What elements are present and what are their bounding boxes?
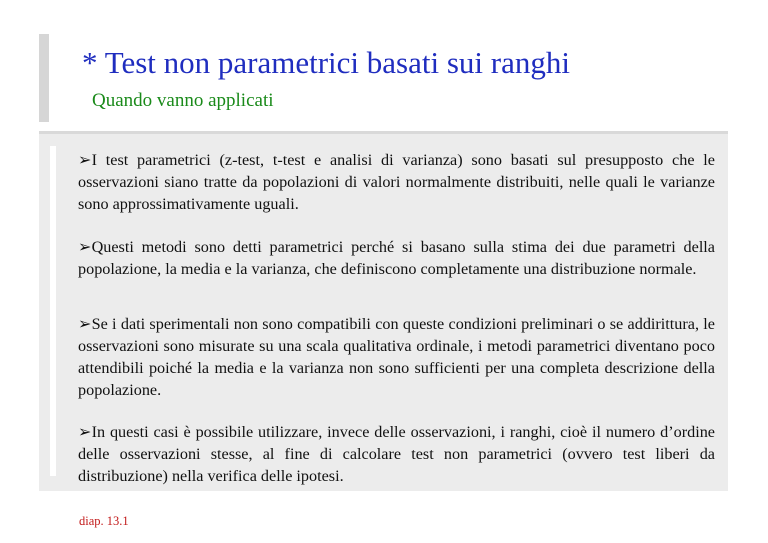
slide-subtitle: Quando vanno applicati [92, 90, 274, 111]
arrow-bullet-icon: ➢ [78, 423, 92, 441]
slide-number: diap. 13.1 [79, 514, 129, 528]
slide-title: * Test non parametrici basati sui ranghi [82, 45, 570, 80]
arrow-bullet-icon: ➢ [78, 315, 92, 333]
bullet-paragraph-3 [78, 313, 715, 401]
bullet-paragraph-1 [78, 149, 715, 215]
paragraph-text: I test parametrici (z-test, t-test e analisi di varianza) sono basati sul presupposto che le osservazioni siano tratte da popolazioni di valori normalmente distribuiti, nelle quali le varianze sono approssimativamente uguali. [78, 151, 715, 213]
content-accent-stripe [50, 146, 56, 476]
title-accent-bar [39, 34, 49, 122]
bullet-paragraph-2 [78, 236, 715, 280]
arrow-bullet-icon: ➢ [78, 238, 92, 256]
paragraph-text: Questi metodi sono detti parametrici perché si basano sulla stima dei due parametri della popolazione, la media e la varianza, che definiscono completamente una distribuzione normale. [78, 238, 715, 278]
paragraph-text: Se i dati sperimentali non sono compatibili con queste condizioni preliminari o se addirittura, le osservazioni sono misurate su una scala qualitativa ordinale, i metodi parametrici diventano poco attendibili poiché la media e la varianza non sono sufficienti per una completa descrizione della popolazione. [78, 315, 715, 399]
paragraph-text: In questi casi è possibile utilizzare, invece delle osservazioni, i ranghi, cioè il numero d’ordine delle osservazioni stesse, al fine di calcolare test non parametrici (ovvero test liberi da distribuzione) nella verifica delle ipotesi. [78, 423, 715, 485]
bullet-paragraph-4 [78, 421, 715, 487]
arrow-bullet-icon: ➢ [78, 151, 92, 169]
